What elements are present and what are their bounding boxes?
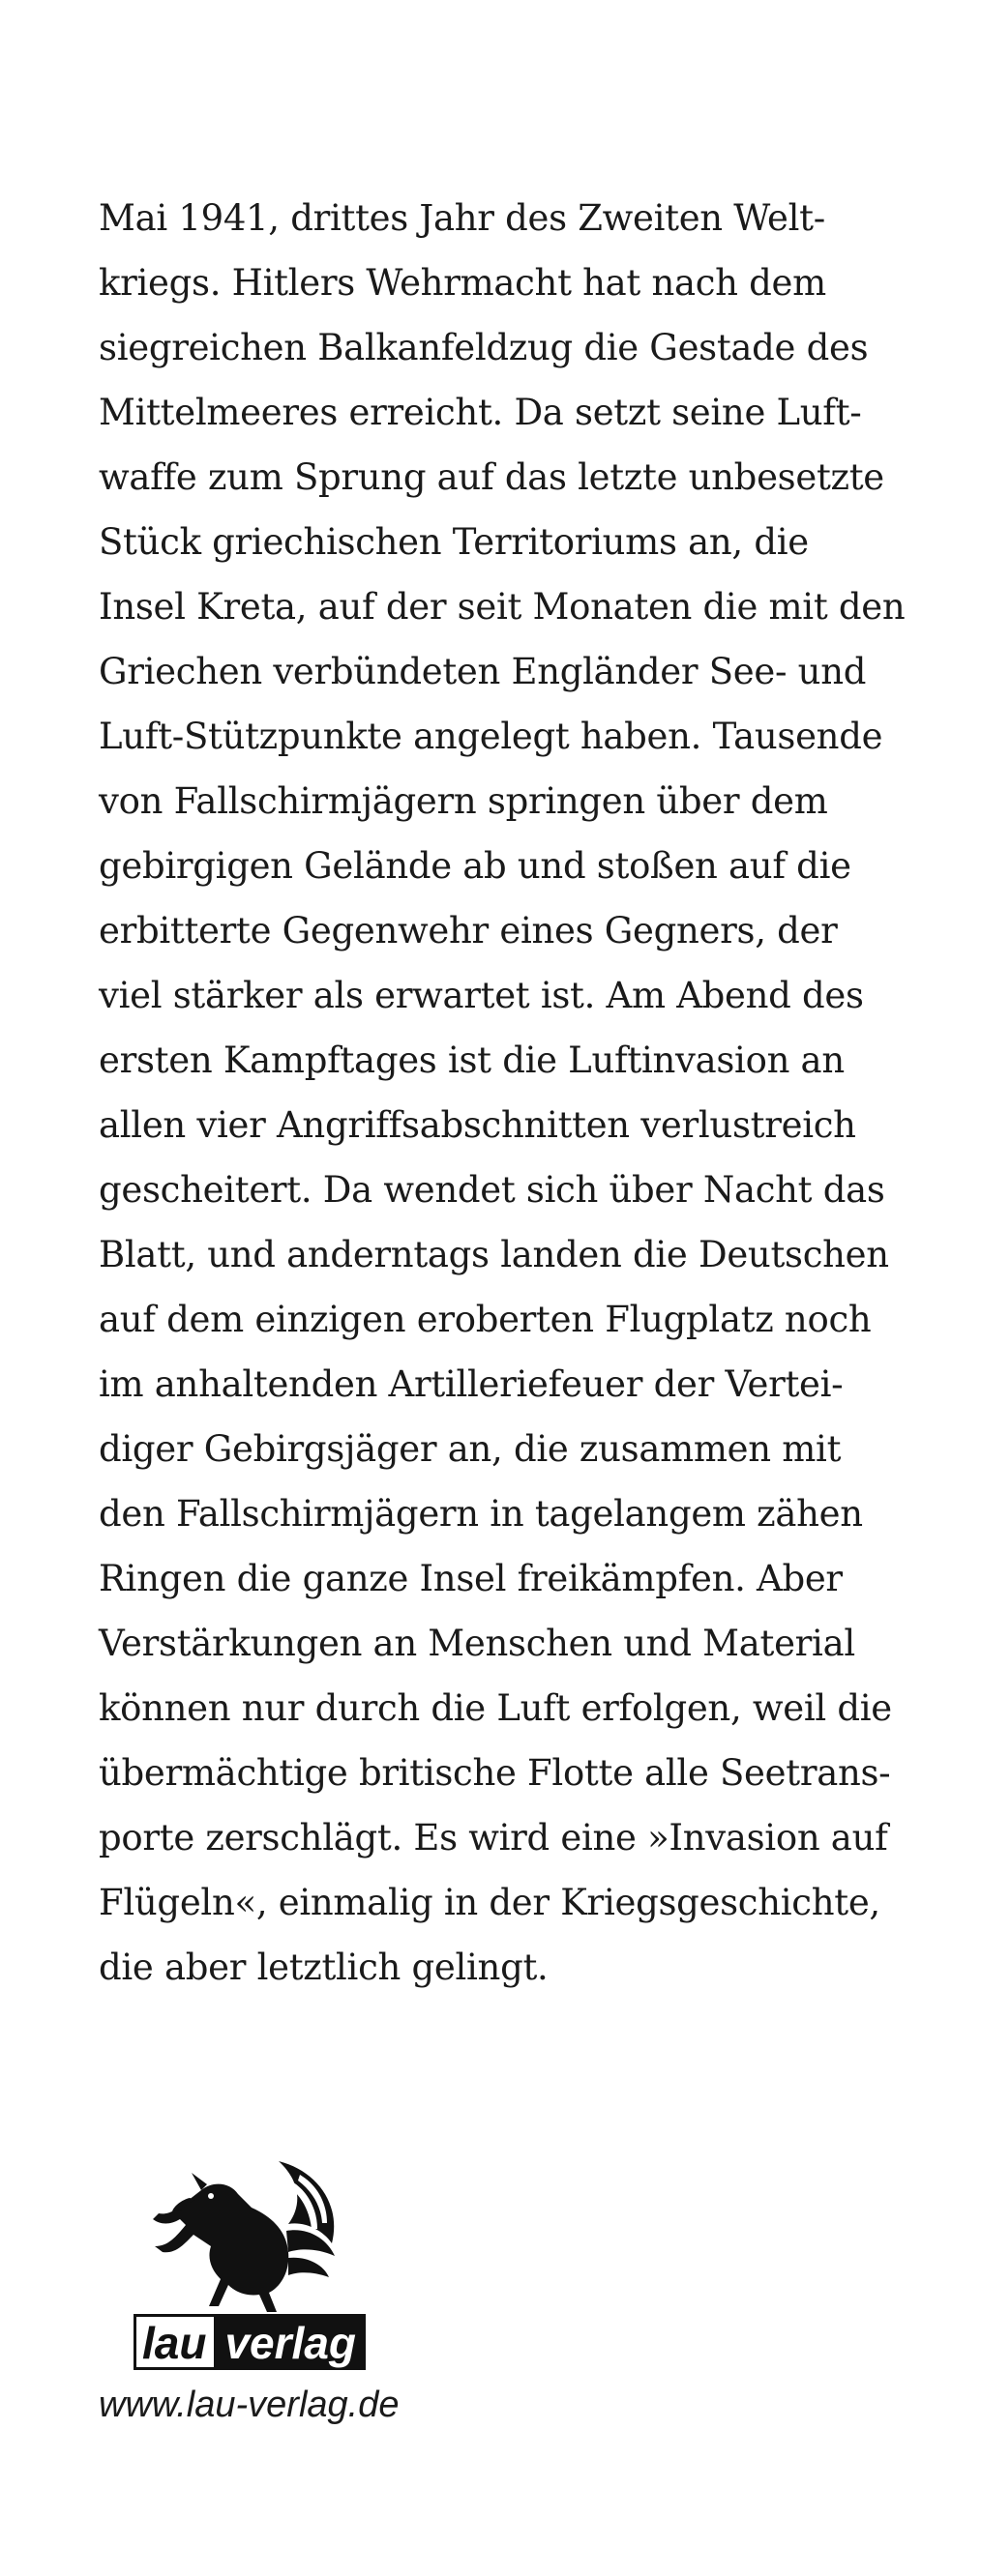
logo-lau-text: lau [134, 2314, 217, 2370]
blurb-line: viel stärker als erwartet ist. Am Abend des [99, 975, 864, 1016]
blurb-line: Ringen die ganze Insel freikämpfen. Aber [99, 1558, 843, 1599]
blurb-line: diger Gebirgsjäger an, die zusammen mit [99, 1428, 842, 1470]
pegasus-icon [134, 2152, 356, 2316]
blurb-line: Mai 1941, drittes Jahr des Zweiten Welt- [99, 197, 825, 239]
blurb-line: Verstärkungen an Menschen und Material [99, 1623, 855, 1664]
logo-wordmark [134, 2314, 366, 2370]
blurb-line: können nur durch die Luft erfolgen, weil die [99, 1687, 892, 1729]
blurb-line: von Fallschirmjägern springen über dem [99, 780, 828, 822]
blurb-line: porte zerschlägt. Es wird eine »Invasion auf [99, 1817, 888, 1859]
publisher-logo [134, 2152, 385, 2374]
blurb-line: siegreichen Balkanfeldzug die Gestade des [99, 327, 869, 368]
blurb-line: Griechen verbündeten Engländer See- und [99, 651, 867, 692]
blurb-line: allen vier Angriffsabschnitten verlustreich [99, 1104, 856, 1146]
blurb-line: Mittelmeeres erreicht. Da setzt seine Luft- [99, 392, 862, 433]
blurb-line: den Fallschirmjägern in tagelangem zähen [99, 1493, 863, 1535]
blurb-line: die aber letztlich gelingt. [99, 1947, 549, 1988]
blurb-line: im anhaltenden Artilleriefeuer der Vertei- [99, 1363, 844, 1405]
blurb-line: ersten Kampftages ist die Luftinvasion an [99, 1039, 845, 1081]
blurb-line: Stück griechischen Territoriums an, die [99, 521, 809, 563]
blurb-text [99, 186, 931, 2000]
blurb-line: übermächtige britische Flotte alle Seetrans- [99, 1752, 891, 1794]
blurb-line: Luft-Stützpunkte angelegt haben. Tausende [99, 716, 883, 757]
blurb-line: gebirgigen Gelände ab und stoßen auf die [99, 845, 851, 887]
blurb-line: kriegs. Hitlers Wehrmacht hat nach dem [99, 262, 826, 304]
blurb-line: Flügeln«, einmalig in der Kriegsgeschichte, [99, 1882, 880, 1923]
logo-verlag-text: verlag [217, 2314, 366, 2370]
publisher-url[interactable]: www.lau-verlag.de [99, 2385, 400, 2425]
blurb-line: gescheitert. Da wendet sich über Nacht das [99, 1169, 885, 1211]
blurb-line: Blatt, und anderntags landen die Deutschen [99, 1234, 889, 1275]
blurb-line: waffe zum Sprung auf das letzte unbesetzte [99, 456, 884, 498]
blurb-line: erbitterte Gegenwehr eines Gegners, der [99, 910, 838, 951]
blurb-line: Insel Kreta, auf der seit Monaten die mit den [99, 586, 906, 628]
blurb-line: auf dem einzigen eroberten Flugplatz noch [99, 1299, 872, 1340]
